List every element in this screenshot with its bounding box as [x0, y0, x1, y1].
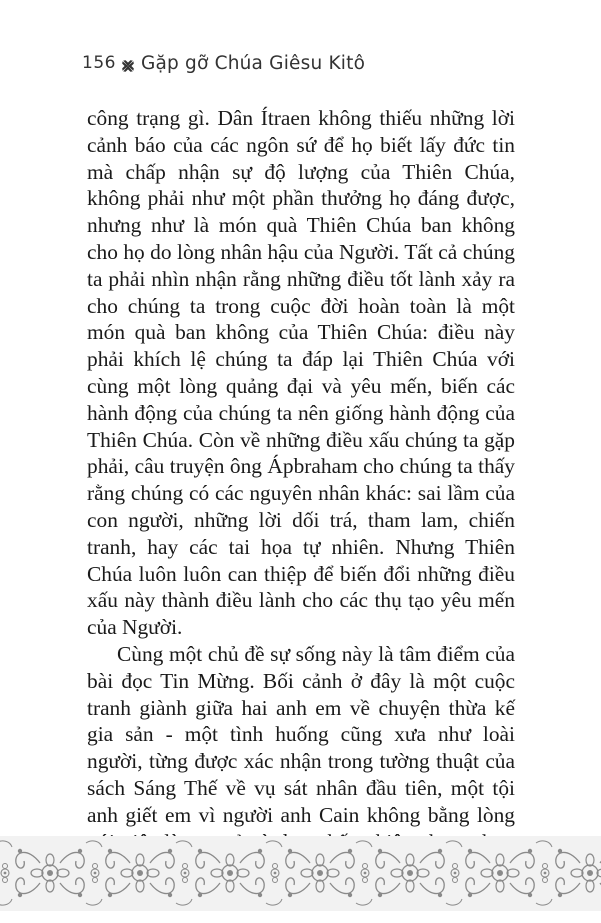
paragraph: Cùng một chủ đề sự sống này là tâm điểm của bài đọc Tin Mừng. Bối cảnh ở đây là một cuộc tranh giành giữa hai anh em về chuyện thừa kế gia sản - một tình huống cũng xưa như loài người, từng được xác nhận trong tường thuật của sách Sáng Thế về vụ sát nhân đầu tiên, một tội anh giết em vì người anh Cain không bằng lòng: [87, 641, 515, 827]
floral-border-ornament: [0, 836, 601, 911]
page-number: 156: [82, 53, 116, 73]
running-header: [82, 50, 365, 76]
paragraph: công trạng gì. Dân Ítraen không thiếu những lời cảnh báo của các ngôn sứ để họ biết lấy đức tin mà chấp nhận sự độ lượng của Thiên Chúa, không phải như một phần thưởng họ đáng được, nhưng như là món quà Thiên Chúa ban không cho họ do lòng nhân hậu của Người. Tất cả chúng ta phải nhìn nhận rằng những điều tốt lành xảy ra cho chúng ta trong cuộc đời hoàn toàn là một món quà ban không của Thiên Chúa: điều này phải khích lệ chúng ta đáp lại Thiên Chúa với cùng một lòng quảng đại và yêu mến, biến các hành động của chúng ta nên giống hành động của Thiên Chúa. Còn về những điều xấu chúng ta gặp phải, câu truyện ông Ápbraham cho chúng ta thấy rằng chúng có các nguyên nhân khác: sai lầm của con người, những lời dối trá, tham lam, chiến tranh, hay các tai họa tự nhiên. Nhưng Thiên Chúa luôn luôn can thiệp để biến đổi những điều xấu này thành điều lành cho các thụ tạo yêu mến của Người.: [87, 106, 515, 640]
maltese-cross-icon: [121, 56, 135, 70]
running-title: Gặp gỡ Chúa Giêsu Kitô: [140, 52, 366, 74]
body-text: [87, 105, 515, 882]
